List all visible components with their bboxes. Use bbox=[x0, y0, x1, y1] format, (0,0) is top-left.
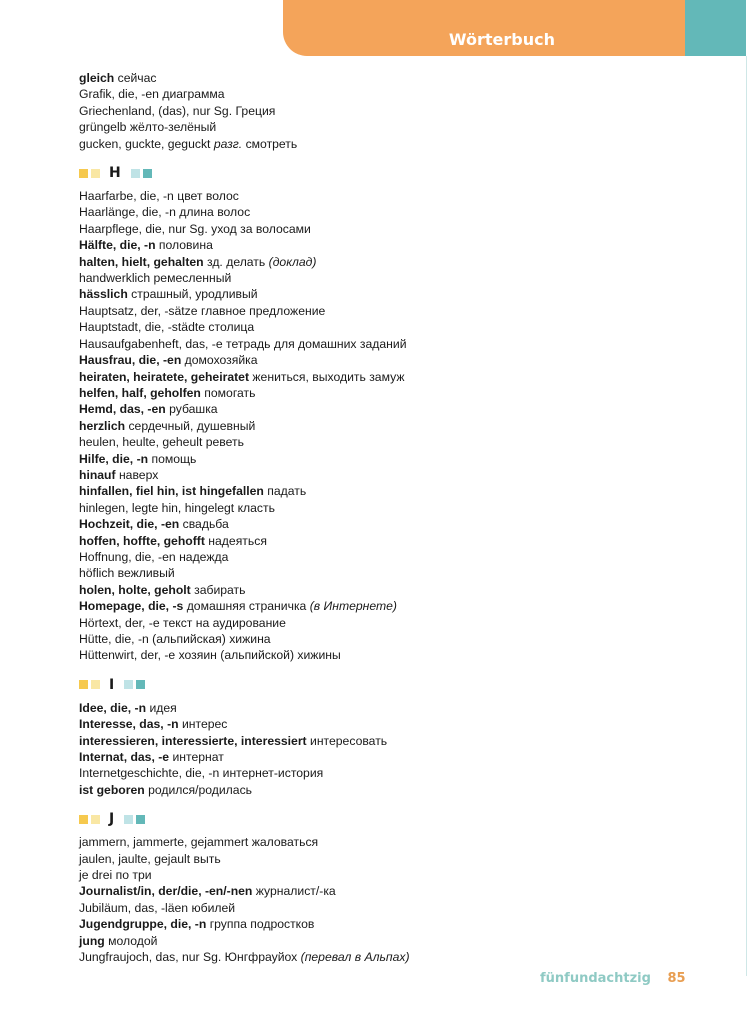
russian-translation: сейчас bbox=[117, 71, 157, 85]
german-term: Jungfraujoch, das, nur Sg. bbox=[79, 950, 222, 965]
dictionary-entry bbox=[79, 286, 719, 302]
german-term: herzlich bbox=[79, 418, 126, 433]
german-term: hässlich bbox=[79, 287, 128, 302]
dictionary-entry bbox=[79, 237, 719, 253]
german-term: hinfallen, fiel hin, ist hingefallen bbox=[79, 484, 264, 499]
russian-translation: выть bbox=[193, 851, 221, 866]
russian-translation: сердечный, душевный bbox=[128, 418, 256, 433]
german-term: hoffen, hoffte, gehofft bbox=[79, 533, 205, 548]
section-letter: H bbox=[109, 165, 121, 182]
dictionary-entry bbox=[79, 254, 719, 270]
dictionary-entry bbox=[79, 119, 719, 135]
header-teal-block bbox=[685, 0, 746, 56]
page-footer bbox=[540, 971, 686, 986]
german-term: holen, holte, geholt bbox=[79, 582, 191, 597]
dictionary-entry bbox=[79, 615, 719, 631]
square-marker-icon bbox=[79, 680, 88, 689]
section-letter: J bbox=[109, 811, 115, 828]
dictionary-entry bbox=[79, 270, 719, 286]
dictionary-entry bbox=[79, 565, 719, 581]
dictionary-entry bbox=[79, 631, 719, 647]
dictionary-entry bbox=[79, 221, 719, 237]
dictionary-entry bbox=[79, 352, 719, 368]
dictionary-section bbox=[79, 70, 719, 152]
german-term: Hilfe, die, -n bbox=[79, 451, 149, 466]
german-term: heiraten, heiratete, geheiratet bbox=[79, 369, 250, 384]
dictionary-entry bbox=[79, 369, 719, 385]
german-term: Grafik, die, -en bbox=[79, 87, 159, 102]
russian-translation: домашняя страничка bbox=[186, 599, 307, 614]
german-term: hinauf bbox=[79, 467, 116, 482]
dictionary-entry bbox=[79, 949, 719, 965]
header-tab bbox=[283, 0, 687, 56]
german-term: je drei bbox=[79, 868, 113, 883]
russian-translation: столица bbox=[208, 320, 255, 335]
dictionary-content bbox=[79, 70, 719, 966]
dictionary-entry bbox=[79, 598, 719, 614]
square-marker-icon bbox=[124, 680, 133, 689]
square-marker-icon bbox=[79, 169, 88, 178]
dictionary-entry bbox=[79, 401, 719, 417]
german-term: Hoffnung, die, -en bbox=[79, 549, 176, 564]
square-marker-icon bbox=[143, 169, 152, 178]
russian-translation: главное предложение bbox=[200, 303, 326, 318]
german-term: Hauptsatz, der, -sätze bbox=[79, 303, 198, 318]
dictionary-entry bbox=[79, 434, 719, 450]
dictionary-entry bbox=[79, 533, 719, 549]
german-term: Idee, die, -n bbox=[79, 700, 147, 715]
german-term: jung bbox=[79, 933, 105, 948]
german-term: Hemd, das, -en bbox=[79, 402, 166, 417]
german-term: Hochzeit, die, -en bbox=[79, 517, 180, 532]
german-term: Haarlänge, die, -n bbox=[79, 205, 176, 220]
russian-translation: интернет-история bbox=[222, 766, 324, 781]
russian-translation: забирать bbox=[194, 582, 246, 597]
russian-translation: тетрадь для домашних заданий bbox=[226, 336, 407, 351]
german-term: helfen, half, geholfen bbox=[79, 385, 201, 400]
german-term: Internetgeschichte, die, -n bbox=[79, 766, 220, 781]
german-term: ist geboren bbox=[79, 782, 145, 797]
german-term: Hütte, die, -n bbox=[79, 632, 149, 646]
square-marker-icon bbox=[91, 680, 100, 689]
german-term: Hälfte, die, -n bbox=[79, 238, 156, 253]
dictionary-entry bbox=[79, 782, 719, 798]
russian-translation: Юнгфрауйох bbox=[224, 950, 298, 965]
russian-translation: помогать bbox=[204, 385, 256, 400]
square-marker-icon bbox=[91, 815, 100, 824]
german-term: Griechenland, (das), nur Sg. bbox=[79, 103, 233, 118]
russian-translation: родился/родилась bbox=[148, 782, 253, 797]
russian-translation: хозяин (альпийской) хижины bbox=[178, 648, 341, 663]
dictionary-entry bbox=[79, 733, 719, 749]
russian-translation: класть bbox=[237, 500, 275, 515]
russian-translation: рубашка bbox=[169, 402, 218, 417]
translation-note: (в Интернете) bbox=[309, 599, 397, 614]
dictionary-entry bbox=[79, 916, 719, 932]
german-term: höflich bbox=[79, 566, 115, 581]
russian-translation: молодой bbox=[108, 933, 158, 948]
german-term: gleich bbox=[79, 71, 115, 85]
german-term: Interesse, das, -n bbox=[79, 717, 179, 732]
dictionary-entry bbox=[79, 483, 719, 499]
russian-translation: идея bbox=[149, 700, 177, 715]
dictionary-section bbox=[79, 164, 719, 664]
dictionary-entry bbox=[79, 582, 719, 598]
section-letter: I bbox=[109, 676, 115, 693]
dictionary-entry bbox=[79, 418, 719, 434]
russian-translation: длина волос bbox=[179, 205, 251, 220]
russian-translation: вежливый bbox=[117, 566, 175, 581]
dictionary-entry bbox=[79, 716, 719, 732]
usage-label: разг. bbox=[213, 136, 243, 151]
german-term: handwerklich bbox=[79, 271, 151, 286]
dictionary-entry bbox=[79, 103, 719, 119]
german-term: Jubiläum, das, -läen bbox=[79, 900, 189, 915]
german-term: Hausfrau, die, -en bbox=[79, 353, 182, 368]
square-marker-icon bbox=[136, 815, 145, 824]
dictionary-entry bbox=[79, 516, 719, 532]
russian-translation: падать bbox=[267, 484, 307, 499]
square-marker-icon bbox=[79, 815, 88, 824]
russian-translation: надежда bbox=[179, 549, 229, 564]
dictionary-entry bbox=[79, 549, 719, 565]
dictionary-entry bbox=[79, 647, 719, 663]
square-marker-icon bbox=[131, 169, 140, 178]
dictionary-entry bbox=[79, 136, 719, 152]
german-term: Haarfarbe, die, -n bbox=[79, 189, 174, 204]
dictionary-entry bbox=[79, 500, 719, 516]
translation-note: (перевал в Альпах) bbox=[300, 950, 410, 965]
dictionary-entry bbox=[79, 834, 719, 850]
russian-translation: текст на аудирование bbox=[163, 615, 286, 630]
russian-translation: уход за волосами bbox=[211, 221, 311, 236]
dictionary-entry bbox=[79, 385, 719, 401]
german-term: Homepage, die, -s bbox=[79, 599, 184, 614]
german-term: interessieren, interessierte, interessiert bbox=[79, 733, 307, 748]
dictionary-entry bbox=[79, 204, 719, 220]
german-term: heulen, heulte, geheult bbox=[79, 435, 203, 450]
dictionary-entry bbox=[79, 851, 719, 867]
russian-translation: юбилей bbox=[191, 900, 236, 915]
page-number: 85 bbox=[667, 971, 686, 986]
german-term: Hausaufgabenheft, das, -e bbox=[79, 336, 223, 351]
german-term: grüngelb bbox=[79, 120, 127, 135]
russian-translation: диаграмма bbox=[162, 87, 225, 102]
translation-note: (доклад) bbox=[268, 254, 317, 269]
dictionary-entry bbox=[79, 303, 719, 319]
page-title: Wörterbuch bbox=[448, 30, 555, 49]
dictionary-entry bbox=[79, 70, 719, 86]
russian-translation: группа подростков bbox=[209, 917, 315, 932]
dictionary-section bbox=[79, 676, 719, 798]
russian-translation: реветь bbox=[205, 435, 244, 450]
german-term: gucken, guckte, geguckt bbox=[79, 136, 211, 151]
russian-translation: смотреть bbox=[242, 136, 298, 151]
dictionary-entry bbox=[79, 900, 719, 916]
russian-translation: интересовать bbox=[310, 733, 388, 748]
page-number-word: fünfundachtzig bbox=[540, 971, 651, 986]
dictionary-entry bbox=[79, 883, 719, 899]
german-term: Internat, das, -e bbox=[79, 750, 170, 765]
german-term: halten, hielt, gehalten bbox=[79, 254, 204, 269]
right-rule bbox=[746, 56, 747, 976]
russian-translation: (альпийская) хижина bbox=[152, 632, 271, 646]
square-marker-icon bbox=[136, 680, 145, 689]
dictionary-entry bbox=[79, 451, 719, 467]
german-term: hinlegen, legte hin, hingelegt bbox=[79, 500, 235, 515]
dictionary-entry bbox=[79, 867, 719, 883]
russian-translation: интернат bbox=[172, 750, 224, 765]
letter-heading bbox=[79, 810, 719, 828]
russian-translation: по три bbox=[115, 868, 152, 883]
letter-heading bbox=[79, 164, 719, 182]
dictionary-entry bbox=[79, 319, 719, 335]
dictionary-entry bbox=[79, 700, 719, 716]
dictionary-entry bbox=[79, 336, 719, 352]
russian-translation: журналист/-ка bbox=[255, 884, 336, 899]
russian-translation: половина bbox=[158, 238, 213, 253]
german-term: Journalist/in, der/die, -en/-nen bbox=[79, 884, 253, 899]
dictionary-section bbox=[79, 810, 719, 965]
dictionary-entry bbox=[79, 467, 719, 483]
german-term: jaulen, jaulte, gejault bbox=[79, 851, 191, 866]
square-marker-icon bbox=[124, 815, 133, 824]
dictionary-entry bbox=[79, 933, 719, 949]
russian-translation: жениться, выходить замуж bbox=[252, 369, 405, 384]
russian-translation: домохозяйка bbox=[184, 353, 258, 368]
russian-translation: наверх bbox=[118, 467, 159, 482]
russian-translation: ремесленный bbox=[153, 271, 232, 286]
dictionary-entry bbox=[79, 86, 719, 102]
russian-translation: интерес bbox=[181, 717, 228, 732]
dictionary-entry bbox=[79, 765, 719, 781]
german-term: jammern, jammerte, gejammert bbox=[79, 835, 249, 850]
german-term: Jugendgruppe, die, -n bbox=[79, 917, 207, 932]
russian-translation: цвет волос bbox=[177, 189, 239, 204]
russian-translation: зд. делать bbox=[207, 254, 266, 269]
russian-translation: страшный, уродливый bbox=[131, 287, 258, 302]
dictionary-entry bbox=[79, 188, 719, 204]
dictionary-entry bbox=[79, 749, 719, 765]
russian-translation: надеяться bbox=[208, 533, 267, 548]
square-marker-icon bbox=[91, 169, 100, 178]
german-term: Hauptstadt, die, -städte bbox=[79, 320, 206, 335]
russian-translation: помощь bbox=[151, 451, 197, 466]
russian-translation: жёлто-зелёный bbox=[129, 120, 217, 135]
russian-translation: свадьба bbox=[182, 517, 229, 532]
russian-translation: Греция bbox=[235, 103, 276, 118]
letter-heading bbox=[79, 676, 719, 694]
german-term: Hüttenwirt, der, -e bbox=[79, 648, 176, 663]
russian-translation: жаловаться bbox=[251, 835, 319, 850]
german-term: Hörtext, der, -e bbox=[79, 615, 160, 630]
german-term: Haarpflege, die, nur Sg. bbox=[79, 221, 208, 236]
